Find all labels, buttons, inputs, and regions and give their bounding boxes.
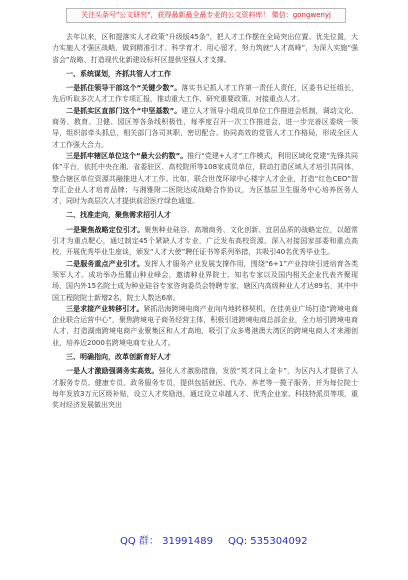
- paragraph-lead: 一是抓住领导干部这个“关键少数”。: [66, 84, 182, 93]
- document-body: [52, 32, 358, 412]
- promo-banner: 关注头条号"公文研究"，获得最新最全最专业的公文资料库！ 微信：gongwenyj: [66, 8, 346, 23]
- paragraph-text: 落实书记抓人才工作第一责任人责任，区委书记任组长，先后听取多次人才工作专项汇报，推动重大工作、研究重要政策、对接重点人才。: [52, 84, 359, 104]
- paragraph-lead: 二是服务重点产业引才。: [66, 259, 145, 268]
- qq-number: QQ: 535304092: [228, 536, 308, 547]
- paragraph: [52, 304, 358, 349]
- paragraph-lead: 一是聚焦战略定位引才。: [66, 225, 145, 234]
- paragraph-text: 发挥人才服务产业发展支撑作用，围绕“6+1”产业持续引进培育各类领军人才。成功举办岳麓山种业峰会，邀请种业界院士、知名专家以及国内相关企业代表齐聚现场，国内外15名院士成为种业硅谷专家咨询委员会特聘专家，辖区内高级种业人才达89名，其中中国工程院院士新增2名，院士人数达6席。: [52, 259, 359, 302]
- paragraph-lead: 一是人才激励强调务实高效。: [66, 367, 159, 376]
- paragraph-text: 强化人才激励措施，发放“英才同上金卡”，为区内人才提供了人才服务专员、健康专员、政务服务专员，提供包括就医、代办、养老等一揽子服务，并为每位院士每年发放3万元区级补贴，设立人才奖励池，通过设立卓越人才、优秀企业家、科技特派员等项，重奖对经济发展做出突出: [52, 367, 359, 410]
- paragraph-lead: 三是抓牢辖区单位这个“最大公约数”。: [66, 151, 188, 160]
- paragraph: [52, 106, 358, 151]
- paragraph-text: 聚焦种业硅谷、高端商务、文化创新、宜居品质的战略定位，以超常引才为重点靶心，通过制定45个紧缺人才专业，广泛发布高校资源、深入对接国家部委和重点高校，开展优秀毕业生座谈，颁发“人才大使”聘任证书等系列举措，共吸引40名优秀毕业生。: [52, 225, 358, 257]
- contact-footer: [0, 534, 408, 550]
- paragraph-text: 紧抓沿海跨境电商产业向内地转移契机，在佳美业广场打造“跨境电商企业联合运营中心”，聚焦跨境电子商务经营主体，积极引进跨境电商总部企业，全力培引跨境电商人才，打造湖南跨境电商产业聚集区和人才高地，吸引了众多粤港澳大湾区的跨境电商人才来湘创业，培养近2000名跨境电商专业人才。: [52, 304, 358, 347]
- paragraph: [52, 366, 358, 411]
- section-heading: 一、系统谋划，齐抓共管人才工作: [66, 69, 171, 78]
- paragraph-text: 推行“党建+人才”工作模式，利用区域化党建“先锋共同体”平台，依托中央在湘、省委驻区、高校院所等108家成员单位，联动打造区域人才培引共同体，整合辖区单位资源共融推进人才工作。比如，联合世茂环球中心楼宇人才企业，打造“红色CEO”智享汇企业人才培育品牌；与湘雅附二医院达成战略合作协议，为区基层卫生服务中心培养医务人才，同时为高层次人才提供前沿医疗绿色通道。: [52, 151, 359, 206]
- paragraph-lead: 二是抓实区直部门这个“中坚基数”。: [66, 106, 182, 115]
- paragraph: [52, 259, 358, 304]
- intro-paragraph: 去年以来，区和提落实人才政策“升级版45条”，把人才工作摆在全局突出位置、优先位置，大力实施人才强区战略，做到精准引才、科学育才、用心留才，努力筑就“人才高峰”，为深入实施“强省会”战略、打造现代化新建设标杆区提供坚强人才支撑。: [52, 33, 358, 64]
- paragraph: [52, 225, 358, 259]
- qq-group-number: QQ 群： 31991489: [120, 536, 213, 547]
- paragraph: [52, 151, 358, 207]
- paragraph-text: 建立人才领导小组成员单位工作推进会机制，调动文化、商务、教育、卫健、园区等各条线积极性，每季度召开一次工作推进会，进一步完善区委统一领导，组织部牵头抓总，相关部门各司其职、密切配合、协同高效的党管人才工作格局，形成全区人才工作强大合力。: [52, 106, 359, 149]
- section-heading: 二、找准走向，聚焦需求招引人才: [66, 211, 171, 220]
- section-heading: 三、明确指向，改革创新育好人才: [66, 353, 171, 362]
- paragraph-lead: 三是求接产业转移引才。: [66, 304, 144, 313]
- paragraph: [52, 83, 358, 106]
